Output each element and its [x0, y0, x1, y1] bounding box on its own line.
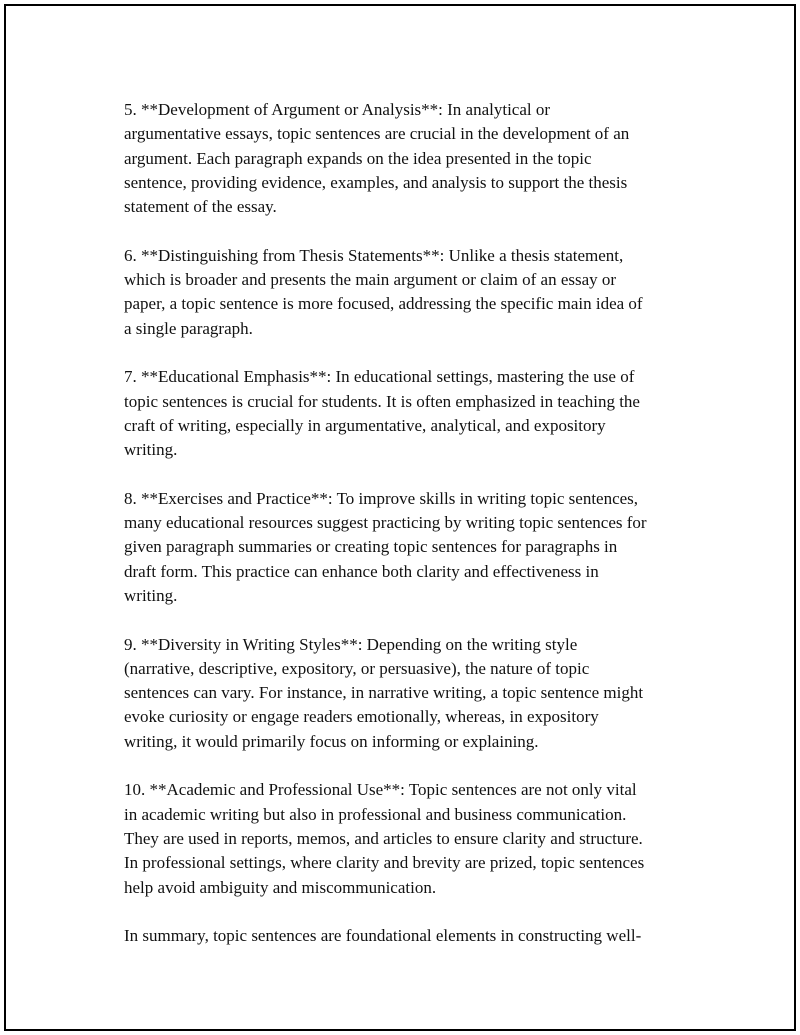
paragraph-diversity-in-writing-styles: 9. **Diversity in Writing Styles**: Depending on the writing style (narrative, descriptive, expository, or persuasive), the nature of topic sentences can vary. For instance, in narrative writing, a topic sentence might evoke curiosity or engage readers emotionally, whereas, in expository writing, it would primarily focus on informing or explaining. [124, 634, 644, 751]
page-frame [4, 4, 796, 1031]
paragraph-academic-and-professional-use: 10. **Academic and Professional Use**: Topic sentences are not only vital in academic writing but also in professional and business communication. They are used in reports, memos, and articles to ensure clarity and structure. In professional settings, where clarity and brevity are prized, topic sentences help avoid ambiguity and miscommunication. [124, 780, 645, 897]
paragraph-distinguishing-from-thesis: 6. **Distinguishing from Thesis Statements**: Unlike a thesis statement, which is broader and presents the main argument or claim of an essay or paper, a topic sentence is more focused, addressing the specific main idea of a single paragraph. [124, 245, 643, 338]
paragraph-development-of-argument: 5. **Development of Argument or Analysis**: In analytical or argumentative essays, topic sentences are crucial in the development of an argument. Each paragraph expands on the idea presented in the topic sentence, providing evidence, examples, and analysis to support the thesis statement of the essay. [124, 100, 630, 217]
paragraph-summary: In summary, topic sentences are foundational elements in constructing well- [124, 926, 642, 946]
paragraph-educational-emphasis: 7. **Educational Emphasis**: In educational settings, mastering the use of topic sentences is crucial for students. It is often emphasized in teaching the craft of writing, especially in argumentative, analytical, and expository writing. [124, 367, 640, 460]
document-body [124, 98, 699, 973]
paragraph-exercises-and-practice: 8. **Exercises and Practice**: To improve skills in writing topic sentences, many educational resources suggest practicing by writing topic sentences for given paragraph summaries or creating topic sentences for paragraphs in draft form. This practice can enhance both clarity and effectiveness in writing. [124, 488, 647, 605]
